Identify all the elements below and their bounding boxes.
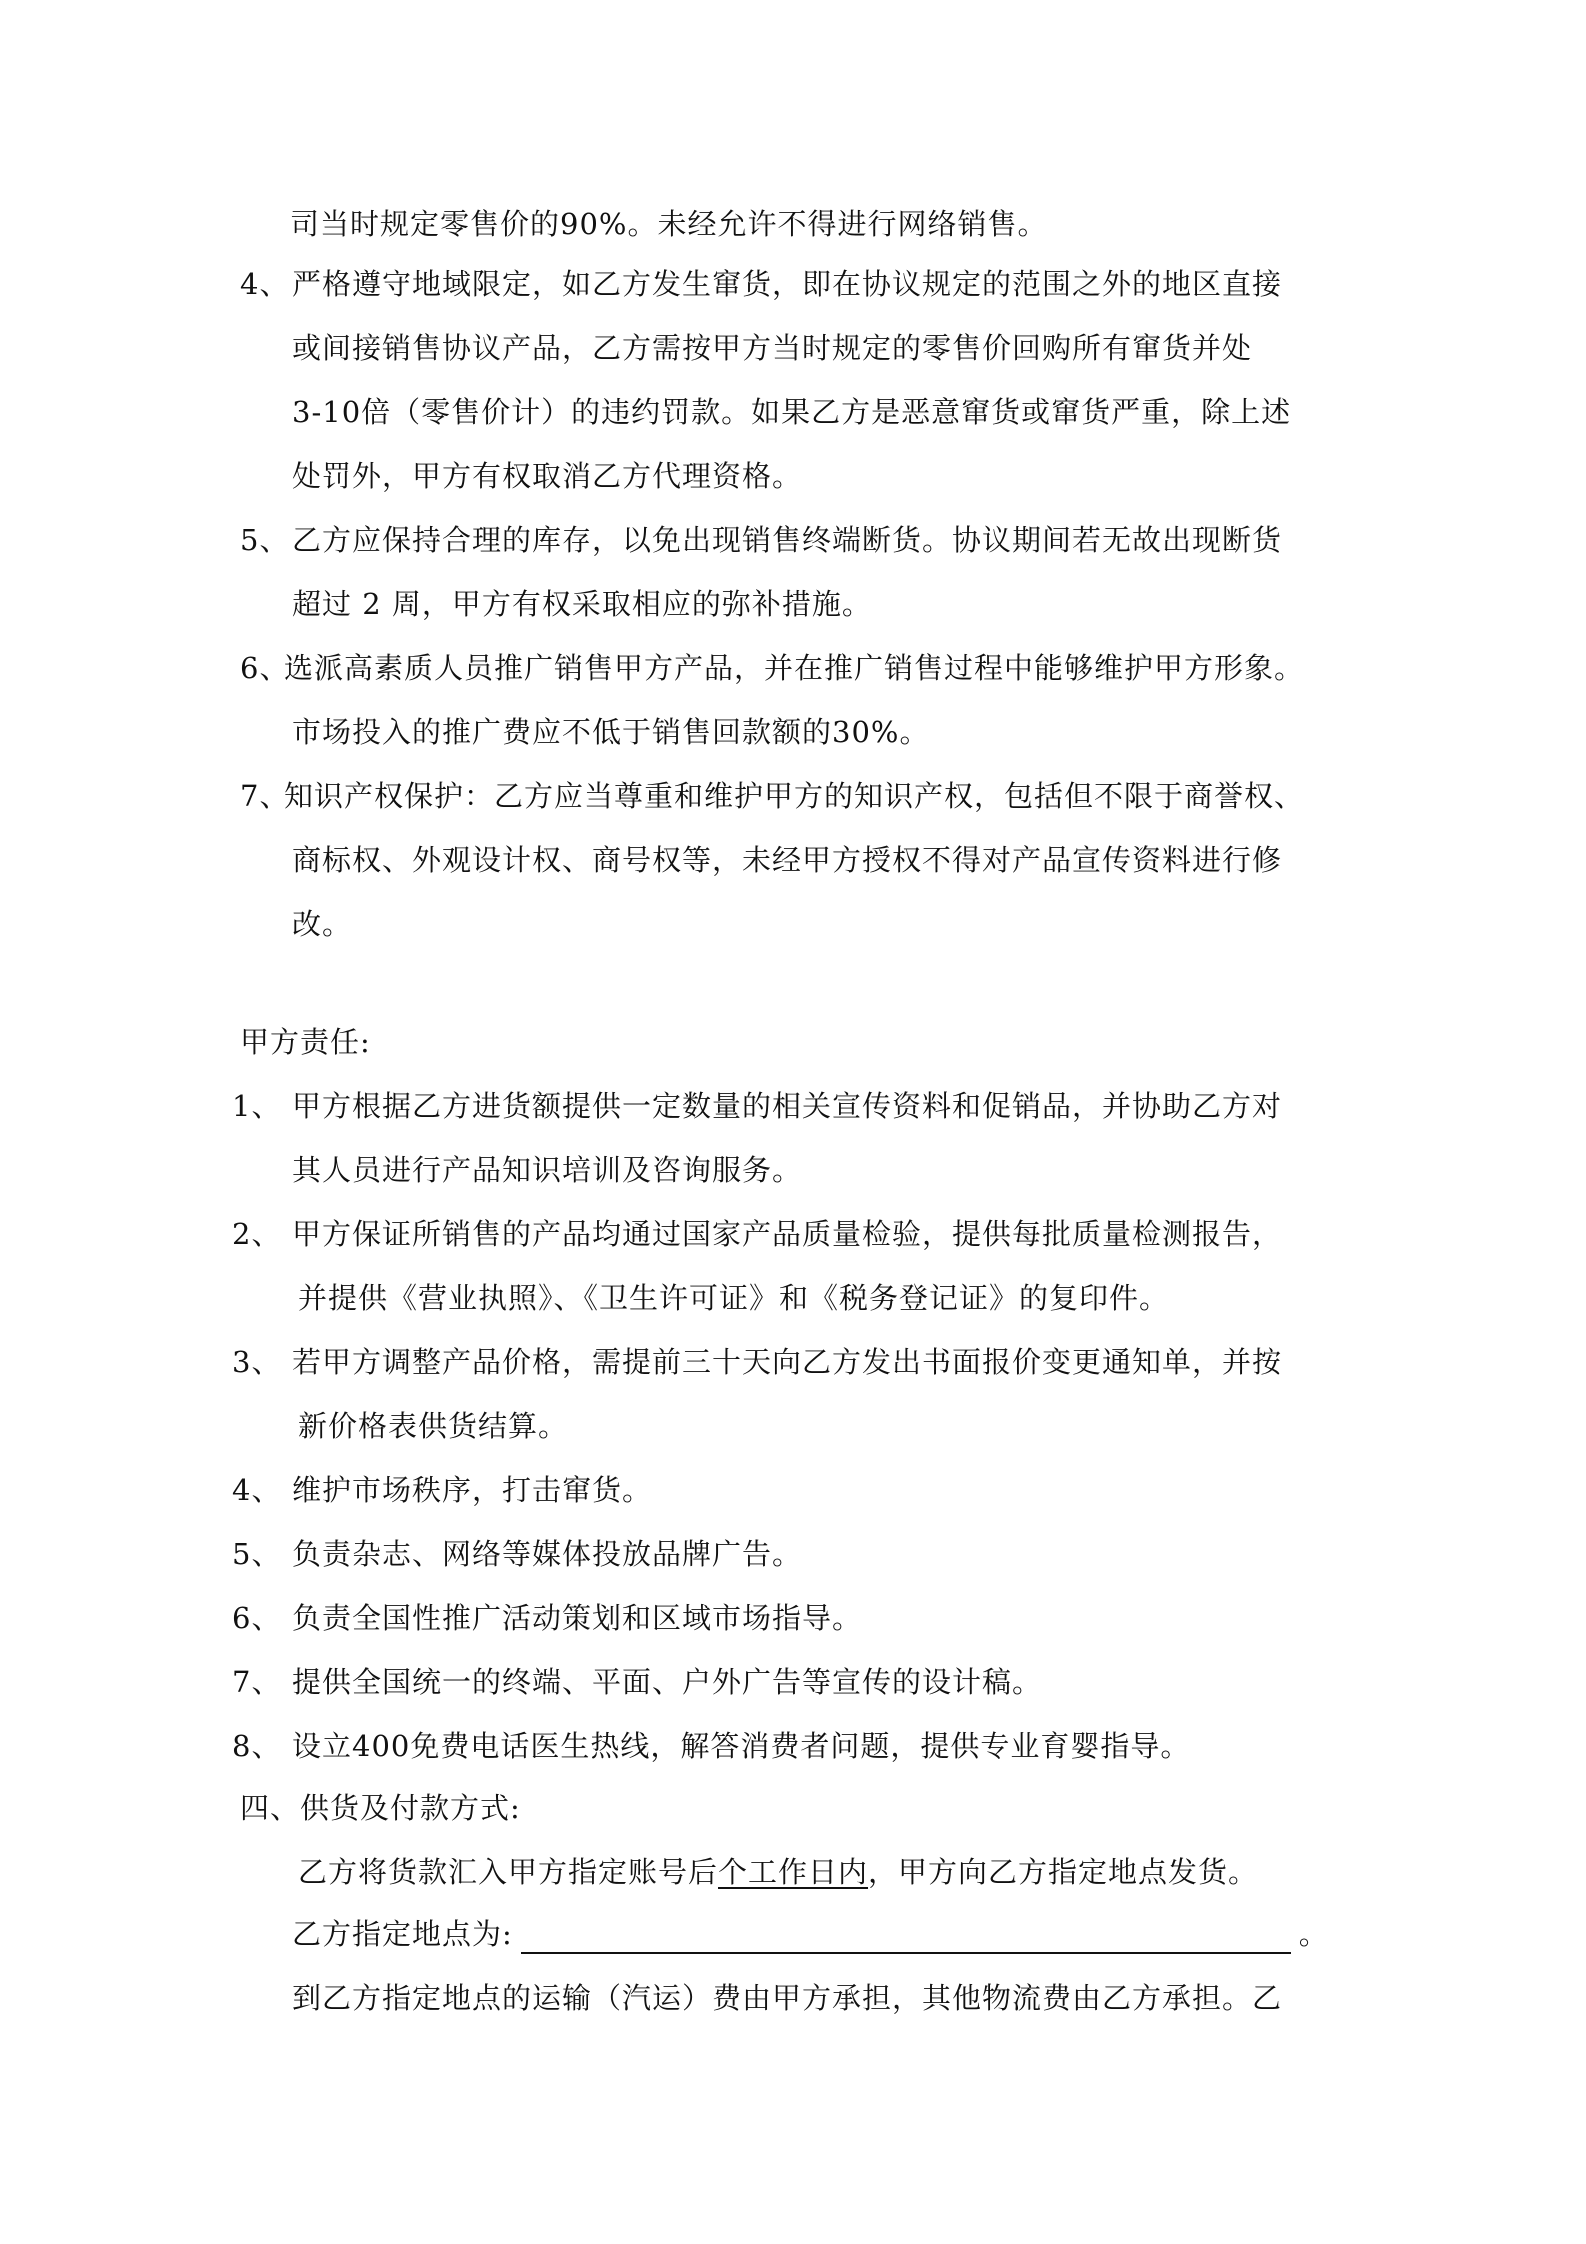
partyB-item-7-line-3: 改。 xyxy=(292,907,353,941)
partyA-item-3-line-2: 新价格表供货结算。 xyxy=(298,1409,569,1443)
section4-heading: 四、供货及付款方式: xyxy=(240,1791,521,1825)
partyA-item-2-line-2: 并提供《营业执照》、《卫生许可证》和《税务登记证》的复印件。 xyxy=(298,1281,1170,1315)
partyA-item-6-line-1: 负责全国性推广活动策划和区域市场指导。 xyxy=(292,1601,863,1635)
partyB-item-4-line-4: 处罚外，甲方有权取消乙方代理资格。 xyxy=(292,459,803,493)
partyA-item-7-line-1: 提供全国统一的终端、平面、户外广告等宣传的设计稿。 xyxy=(292,1665,1043,1699)
partyB-item-4-num: 4、 xyxy=(240,267,290,301)
continuation-line: 司当时规定零售价的90%。未经允许不得进行网络销售。 xyxy=(290,207,1048,241)
partyA-item-2-num: 2、 xyxy=(232,1217,282,1251)
partyB-item-7-line-2: 商标权、外观设计权、商号权等，未经甲方授权不得对产品宣传资料进行修 xyxy=(292,843,1283,877)
partyA-item-1-num: 1、 xyxy=(232,1089,282,1123)
partyB-item-5-num: 5、 xyxy=(240,523,290,557)
section4-paragraph-2 xyxy=(292,1914,1329,1954)
partyB-item-5-line-1: 乙方应保持合理的库存，以免出现销售终端断货。协议期间若无故出现断货 xyxy=(292,523,1283,557)
partyB-item-6-num: 6、 xyxy=(240,651,290,685)
partyB-item-6-line-2: 市场投入的推广费应不低于销售回款额的30%。 xyxy=(292,715,930,749)
partyB-item-4-line-2: 或间接销售协议产品，乙方需按甲方当时规定的零售价回购所有窜货并处 xyxy=(292,331,1253,365)
partyA-item-5-num: 5、 xyxy=(232,1537,282,1571)
partyA-item-1-line-2: 其人员进行产品知识培训及咨询服务。 xyxy=(292,1153,803,1187)
partyA-heading: 甲方责任: xyxy=(240,1025,371,1059)
section4-p1-underlined: 个工作日内 xyxy=(718,1855,869,1889)
partyB-item-4-line-1: 严格遵守地域限定，如乙方发生窜货，即在协议规定的范围之外的地区直接 xyxy=(292,267,1283,301)
partyA-item-6-num: 6、 xyxy=(232,1601,282,1635)
partyA-item-3-line-1: 若甲方调整产品价格，需提前三十天向乙方发出书面报价变更通知单，并按 xyxy=(292,1345,1283,1379)
section4-p2-end: 。 xyxy=(1298,1917,1329,1951)
partyB-item-4-line-3: 3-10倍（零售价计）的违约罚款。如果乙方是恶意窜货或窜货严重，除上述 xyxy=(292,395,1292,429)
partyA-item-4-line-1: 维护市场秩序，打击窜货。 xyxy=(292,1473,653,1507)
partyB-item-7-line-1: 知识产权保护：乙方应当尊重和维护甲方的知识产权，包括但不限于商誉权、 xyxy=(284,779,1305,813)
section4-p2-label: 乙方指定地点为: xyxy=(292,1917,513,1951)
address-blank-line xyxy=(521,1924,1291,1954)
partyA-item-8-line-1: 设立400免费电话医生热线，解答消费者问题，提供专业育婴指导。 xyxy=(292,1729,1191,1763)
section4-paragraph-3: 到乙方指定地点的运输（汽运）费由甲方承担，其他物流费由乙方承担。乙 xyxy=(292,1981,1283,2015)
partyB-item-7-num: 7、 xyxy=(240,779,290,813)
partyA-item-7-num: 7、 xyxy=(232,1665,282,1699)
partyA-item-8-num: 8、 xyxy=(232,1729,282,1763)
partyA-item-5-line-1: 负责杂志、网络等媒体投放品牌广告。 xyxy=(292,1537,803,1571)
partyB-item-6-line-1: 选派高素质人员推广销售甲方产品，并在推广销售过程中能够维护甲方形象。 xyxy=(284,651,1305,685)
partyB-item-5-line-2: 超过 2 周，甲方有权采取相应的弥补措施。 xyxy=(292,587,872,621)
partyA-item-4-num: 4、 xyxy=(232,1473,282,1507)
section4-paragraph-1 xyxy=(298,1852,1258,1892)
section4-p1-before: 乙方将货款汇入甲方指定账号后 xyxy=(298,1855,719,1889)
partyA-item-2-line-1: 甲方保证所销售的产品均通过国家产品质量检验，提供每批质量检测报告， xyxy=(292,1217,1283,1251)
section4-p1-after: ，甲方向乙方指定地点发货。 xyxy=(868,1855,1259,1889)
partyA-item-1-line-1: 甲方根据乙方进货额提供一定数量的相关宣传资料和促销品，并协助乙方对 xyxy=(292,1089,1283,1123)
partyA-item-3-num: 3、 xyxy=(232,1345,282,1379)
